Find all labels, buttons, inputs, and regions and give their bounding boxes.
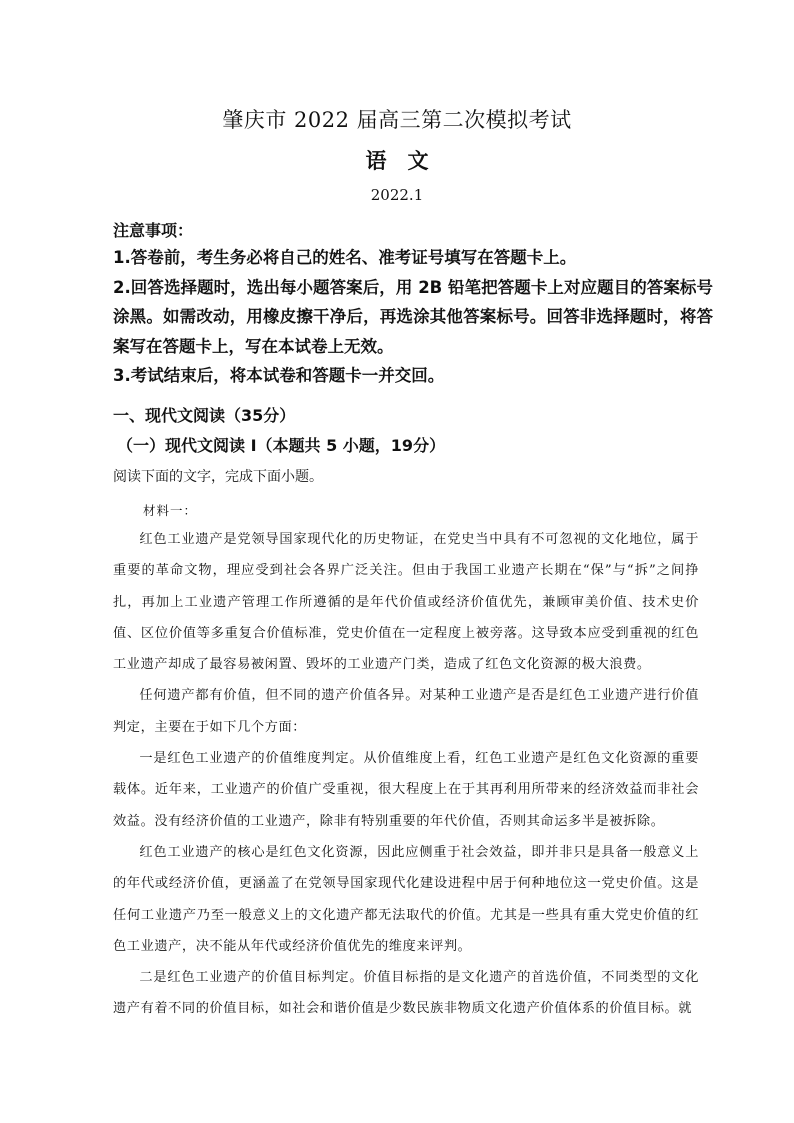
- section-heading: 一、现代文阅读（35分）: [113, 406, 296, 425]
- passage-paragraph: 二是红色工业遗产的价值目标判定。价值目标指的是文化遗产的首选价值，不同类型的文化遗产有着不同的价值目标，如社会和谐价值是少数民族非物质文化遗产价值体系的价值目标。就: [113, 970, 699, 1017]
- exam-date: 2022.1: [370, 186, 424, 204]
- passage-paragraph: 一是红色工业遗产的价值维度判定。从价值维度上看，红色工业遗产是红色文化资源的重要载体。近年来，工业遗产的价值广受重视，很大程度上在于其再利用所带来的经济效益而非社会效益。没有经济价值的工业遗产，除非有特别重要的年代价值，否则其命运多半是被拆除。: [113, 751, 699, 829]
- reading-passage: [113, 524, 699, 1025]
- instruction-text: 阅读下面的文字，完成下面小题。: [113, 469, 323, 485]
- passage-paragraph: 红色工业遗产是党领导国家现代化的历史物证，在党史当中具有不可忽视的文化地位，属于重要的革命文物，理应受到社会各界广泛关注。但由于我国工业遗产长期在“保”与“拆”之间挣扎，再加上工业遗产管理工作所遵循的是年代价值或经济价值优先，兼顾审美价值、技术史价值、区位价值等多重复合价值标准，党史价值在一定程度上被旁落。这导致本应受到重视的红色工业遗产却成了最容易被闲置、毁坏的工业遗产门类，造成了红色文化资源的极大浪费。: [113, 532, 699, 673]
- notice-item: 3.考试结束后，将本试卷和答题卡一并交回。: [113, 366, 445, 385]
- notice-item: 2.回答选择题时，选出每小题答案后，用 2B 铅笔把答题卡上对应题目的答案标号涂黑。如需改动，用橡皮擦干净后，再选涂其他答案标号。回答非选择题时，将答案写在答题卡上，写在本试卷上无效。: [113, 277, 713, 356]
- subject-title: 语 文: [365, 148, 429, 173]
- material-label: 材料一：: [143, 503, 198, 518]
- subsection-heading: （一）现代文阅读 I（本题共 5 小题，19分）: [117, 436, 446, 455]
- notice-heading: 注意事项：: [113, 221, 194, 240]
- notice-list: [113, 243, 713, 391]
- passage-paragraph: 红色工业遗产的核心是红色文化资源，因此应侧重于社会效益，即并非只是具备一般意义上的年代或经济价值，更涵盖了在党领导国家现代化建设进程中居于何种地位这一党史价值。这是任何工业遗产乃至一般意义上的文化遗产都无法取代的价值。尤其是一些具有重大党史价值的红色工业遗产，决不能从年代或经济价值优先的维度来评判。: [113, 844, 699, 954]
- notice-item: 1.答卷前，考生务必将自己的姓名、准考证号填写在答题卡上。: [113, 248, 577, 267]
- passage-paragraph: 任何遗产都有价值，但不同的遗产价值各异。对某种工业遗产是否是红色工业遗产进行价值判定，主要在于如下几个方面：: [113, 688, 699, 735]
- exam-title: 肇庆市 2022 届高三第二次模拟考试: [222, 108, 572, 132]
